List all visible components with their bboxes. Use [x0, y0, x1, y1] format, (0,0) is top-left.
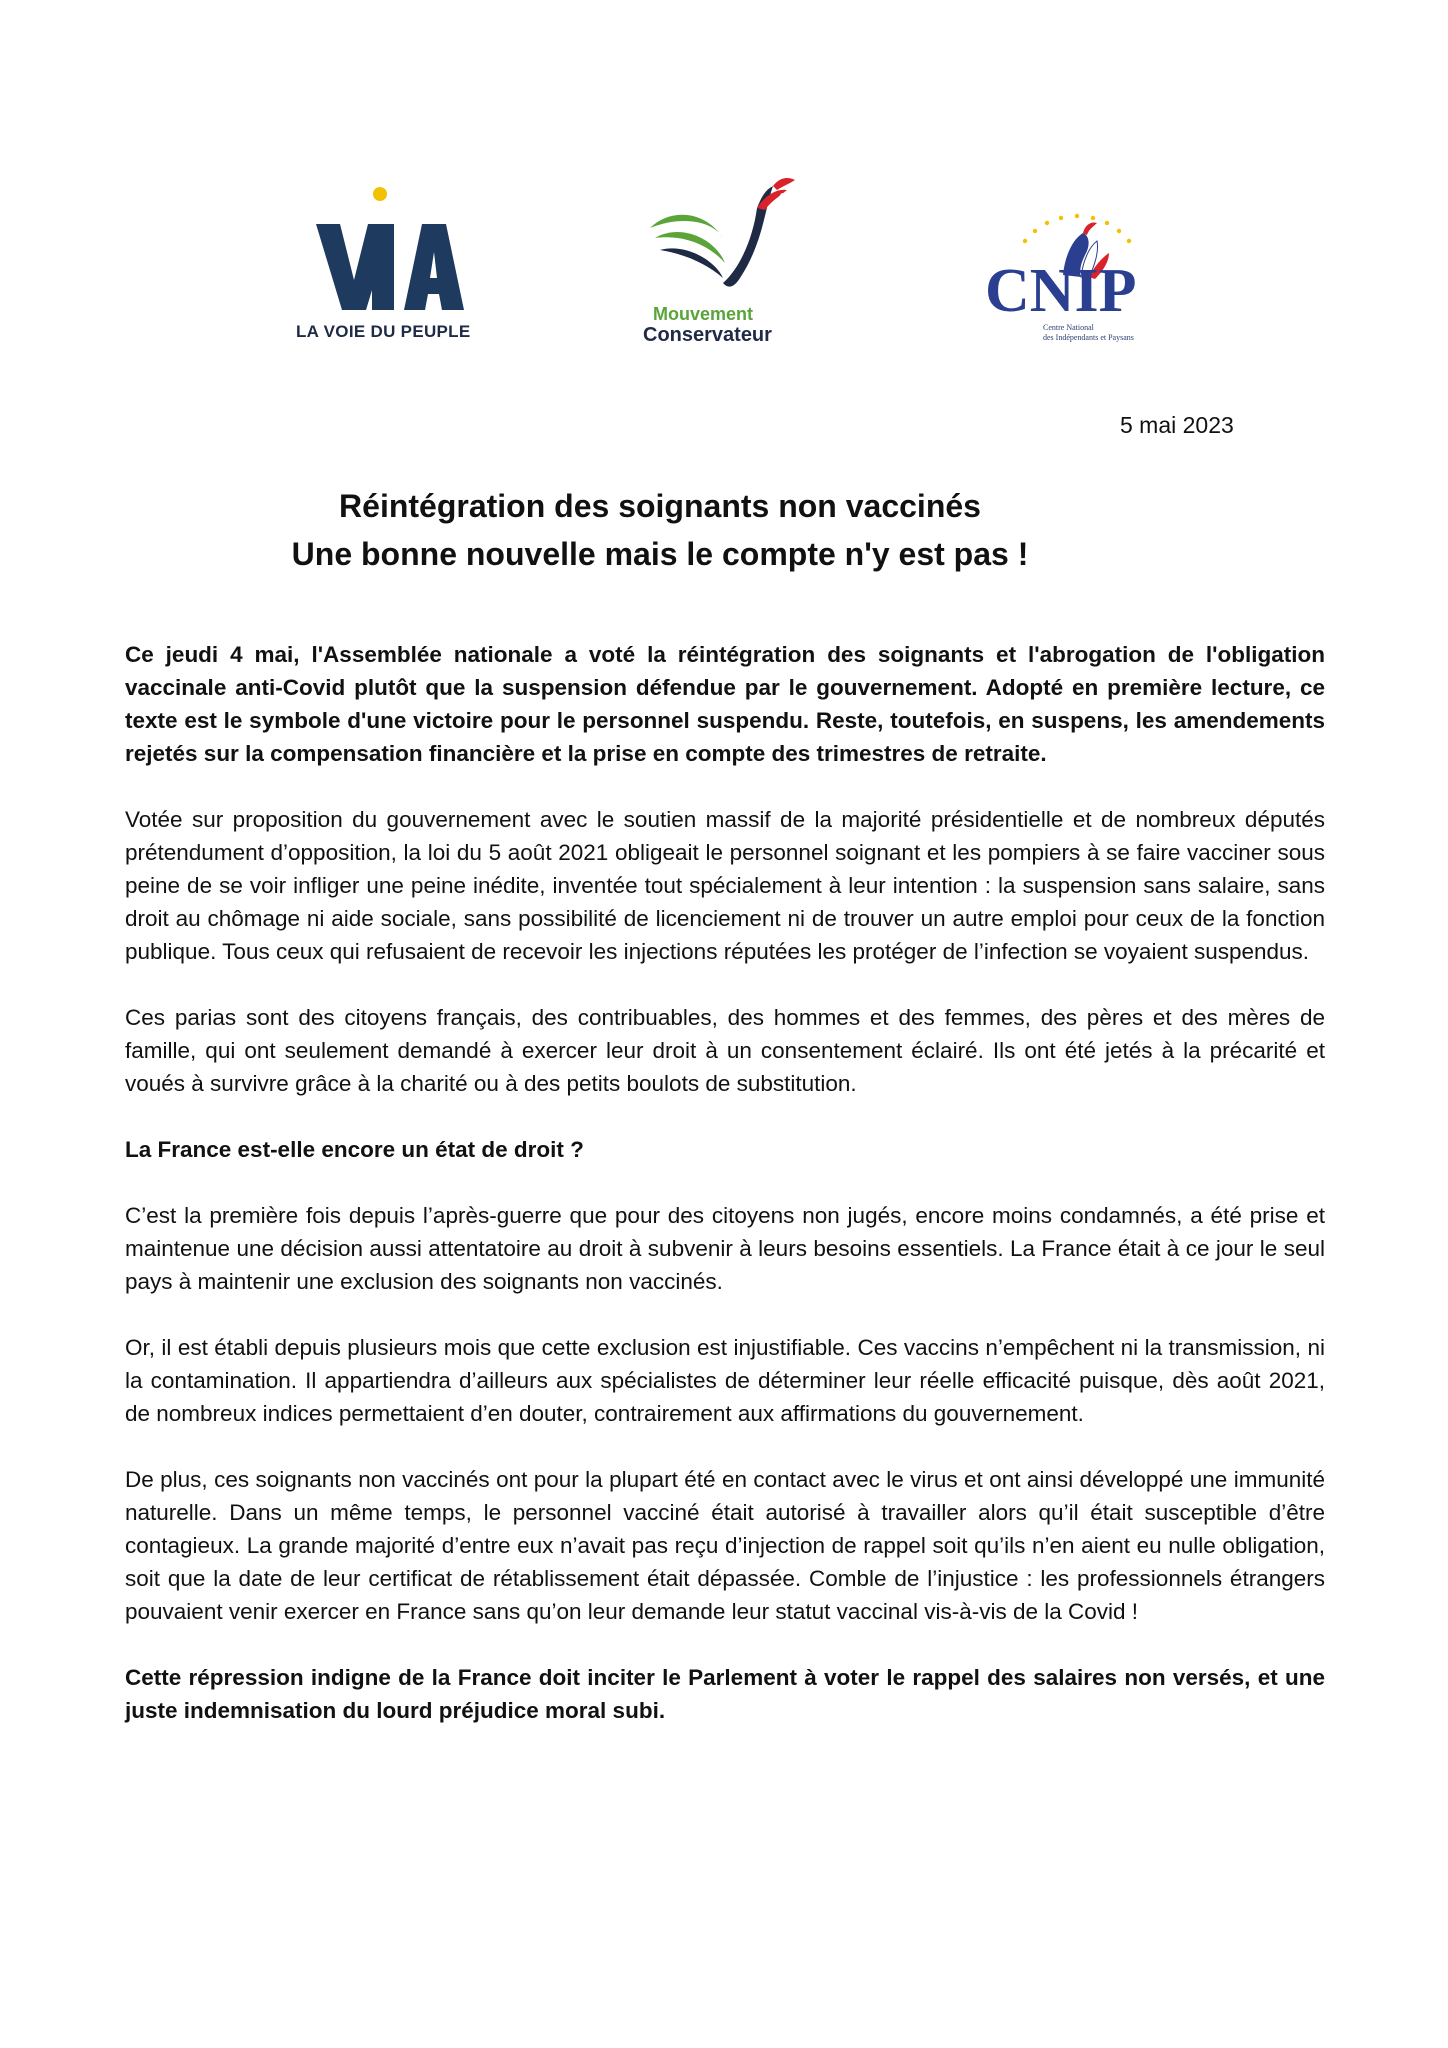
- paragraph-immunity: De plus, ces soignants non vaccinés ont pour la plupart été en contact avec le virus et ont ainsi développé une immunité naturelle. Dans un même temps, le personnel vacciné était autorisé à travailler alors qu’il était susceptible d’être contagieux. La grande majorité d’entre eux n’avait pas reçu d’injection de rappel soit qu’ils n’en aient eu nulle obligation, soit que la date de leur certificat de rétablissement était dépassée. Comble de l’injustice : les professionnels étrangers pouvaient venir exercer en France sans qu’on leur demande leur statut vaccinal vis-à-vis de la Covid !: [125, 1467, 1325, 1624]
- document-date: 5 mai 2023: [1120, 412, 1234, 438]
- cnip-logo-subtitle: [1043, 323, 1163, 343]
- cnip-subtitle-line2: des Indépendants et Paysans: [1043, 333, 1134, 342]
- title-line-1: Réintégration des soignants non vaccinés: [339, 488, 981, 524]
- mouvement-conservateur-line1: Mouvement: [653, 304, 754, 324]
- cnip-logo-lettering: CNIP: [985, 257, 1137, 323]
- via-logo-mark: [296, 182, 466, 317]
- cnip-logo: [985, 205, 1170, 350]
- paragraph-law: Votée sur proposition du gouvernement avec le soutien massif de la majorité présidentielle et de nombreux députés prétendument d’opposition, la loi du 5 août 2021 obligeait le personnel soignant et les pompiers à se faire vacciner sous peine de se voir infliger une peine inédite, inventée tout spécialement à leur intention : la suspension sans salaire, sans droit au chômage ni aide sociale, sans possibilité de licenciement ni de trouver un autre emploi pour ceux de la fonction publique. Tous ceux qui refusaient de recevoir les injections réputées les protéger de l’infection se voyaient suspendus.: [125, 807, 1325, 964]
- document-body: [125, 638, 1325, 1760]
- document-title: [140, 482, 1180, 578]
- mouvement-conservateur-line2: Conservateur: [643, 324, 772, 346]
- title-line-2: Une bonne nouvelle mais le compte n'y est pas !: [291, 536, 1029, 572]
- section-subheading: La France est-elle encore un état de droit ?: [125, 1137, 584, 1162]
- via-logo: [296, 182, 471, 342]
- cnip-subtitle-line1: Centre National: [1043, 323, 1094, 332]
- cnip-logo-mark: [985, 205, 1170, 323]
- paragraph-first-time: C’est la première fois depuis l’après-guerre que pour des citoyens non jugés, encore moins condamnés, a été prise et maintenue une décision aussi attentatoire au droit à subvenir à leurs besoins essentiels. La France était à ce jour le seul pays à maintenir une exclusion des soignants non vaccinés.: [125, 1203, 1325, 1294]
- intro-paragraph: Ce jeudi 4 mai, l'Assemblée nationale a voté la réintégration des soignants et l'abrogation de l'obligation vaccinale anti-Covid plutôt que la suspension défendue par le gouvernement. Adopté en première lecture, ce texte est le symbole d'une victoire pour le personnel suspendu. Reste, toutefois, en suspens, les amendements rejetés sur la compensation financière et la prise en compte des trimestres de retraite.: [125, 642, 1325, 766]
- mouvement-conservateur-logo: [645, 168, 805, 348]
- via-logo-subtitle: LA VOIE DU PEUPLE: [296, 322, 471, 341]
- paragraph-unjustifiable: Or, il est établi depuis plusieurs mois que cette exclusion est injustifiable. Ces vaccins n’empêchent ni la transmission, ni la contamination. Il appartiendra d’ailleurs aux spécialistes de déterminer leur réelle efficacité puisque, dès août 2021, de nombreux indices permettaient d’en douter, contrairement aux affirmations du gouvernement.: [125, 1335, 1325, 1426]
- conclusion-paragraph: Cette répression indigne de la France doit inciter le Parlement à voter le rappel des salaires non versés, et une juste indemnisation du lourd préjudice moral subi.: [125, 1665, 1325, 1723]
- rooster-icon: [645, 168, 805, 300]
- paragraph-parias: Ces parias sont des citoyens français, des contribuables, des hommes et des femmes, des pères et des mères de famille, qui ont seulement demandé à exercer leur droit à un consentement éclairé. Ils ont été jetés à la précarité et voués à survivre grâce à la charité ou à des petits boulots de substitution.: [125, 1005, 1325, 1096]
